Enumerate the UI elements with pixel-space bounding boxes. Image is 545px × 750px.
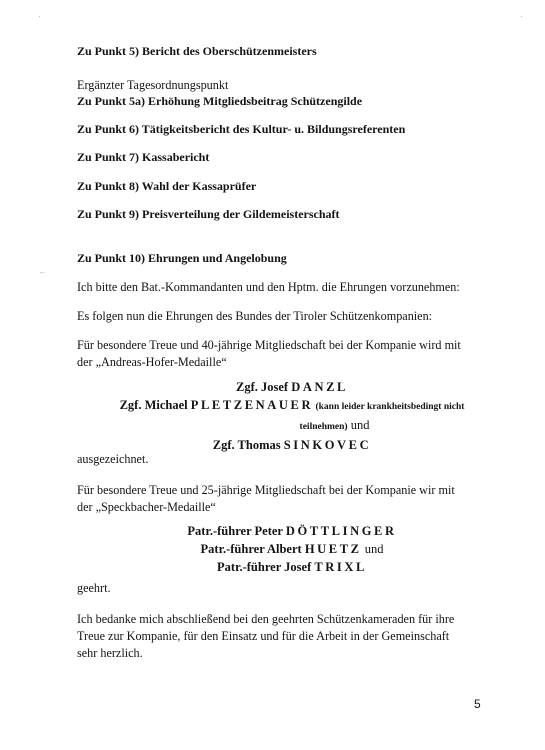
- closing-paragraph: [77, 611, 507, 662]
- honoree: Zgf. Thomas SINKOVEC: [212, 438, 372, 452]
- paragraph: Ich bitte den Bat.-Kommandanten und den Hptm. die Ehrungen vorzunehmen:: [77, 280, 460, 294]
- honoree-surname: TRIXL: [314, 560, 367, 574]
- honoree-surname: SINKOVEC: [283, 438, 372, 452]
- honoree: Patr.-führer Josef TRIXL: [217, 560, 367, 574]
- paragraph-line: Ich bedanke mich abschließend bei den geehrten Schützenkameraden für ihre: [77, 612, 455, 626]
- honoree: Zgf. Michael PLETZENAUER (kann leider krankheitsbedingt nicht: [119, 398, 465, 412]
- honoree: Zgf. Josef DANZL: [236, 380, 348, 394]
- honoree-list-2: [77, 522, 507, 576]
- paragraph: ausgezeichnet.: [77, 452, 149, 466]
- honoree-surname: HUETZ: [304, 542, 362, 556]
- agenda-item-8: Zu Punkt 8) Wahl der Kassaprüfer: [77, 179, 257, 193]
- honoree-list-1: [77, 378, 507, 454]
- agenda-item-5: Zu Punkt 5) Bericht des Oberschützenmeisters: [77, 44, 317, 58]
- honoree-surname: PLETZENAUER: [190, 398, 314, 412]
- scan-mark: -·: [40, 268, 46, 277]
- honoree-surname: DANZL: [291, 380, 348, 394]
- honoree: Patr.-führer Peter DÖTTLINGER: [187, 524, 397, 538]
- scan-mark: ·: [520, 12, 523, 21]
- agenda-item-10: Zu Punkt 10) Ehrungen und Angelobung: [77, 251, 287, 265]
- honoree-note: (kann leider krankheitsbedingt nicht: [313, 402, 465, 412]
- paragraph: geehrt.: [77, 581, 111, 595]
- paragraph-25-years: [77, 482, 507, 516]
- paragraph: Es folgen nun die Ehrungen des Bundes der Tiroler Schützenkompanien:: [77, 309, 433, 323]
- paragraph-line: der „Speckbacher-Medaille“: [77, 500, 216, 514]
- honoree: Patr.-führer Albert HUETZ und: [200, 542, 384, 556]
- agenda-item-7: Zu Punkt 7) Kassabericht: [77, 150, 210, 164]
- honoree-surname: DÖTTLINGER: [285, 524, 397, 538]
- agenda-item-9: Zu Punkt 9) Preisverteilung der Gildemeisterschaft: [77, 207, 340, 221]
- page-number: 5: [474, 697, 481, 711]
- paragraph-40-years: [77, 337, 507, 371]
- paragraph-line: Für besondere Treue und 25-jährige Mitgliedschaft bei der Kompanie wir mit: [77, 483, 455, 497]
- agenda-item-5a: Zu Punkt 5a) Erhöhung Mitgliedsbeitrag Schützengilde: [77, 94, 363, 108]
- agenda-note: Ergänzter Tagesordnungspunkt: [77, 78, 229, 92]
- paragraph-line: sehr herzlich.: [77, 646, 143, 660]
- paragraph-line: der „Andreas-Hofer-Medaille“: [77, 355, 227, 369]
- paragraph-line: Für besondere Treue und 40-jährige Mitgliedschaft bei der Kompanie wird mit: [77, 338, 461, 352]
- paragraph-line: Treue zur Kompanie, für den Einsatz und für die Arbeit in der Gemeinschaft: [77, 629, 450, 643]
- agenda-item-6: Zu Punkt 6) Tätigkeitsbericht des Kultur- u. Bildungsreferenten: [77, 122, 406, 136]
- scan-mark: ·: [38, 12, 41, 21]
- honoree-note-line: teilnehmen) und: [299, 418, 370, 432]
